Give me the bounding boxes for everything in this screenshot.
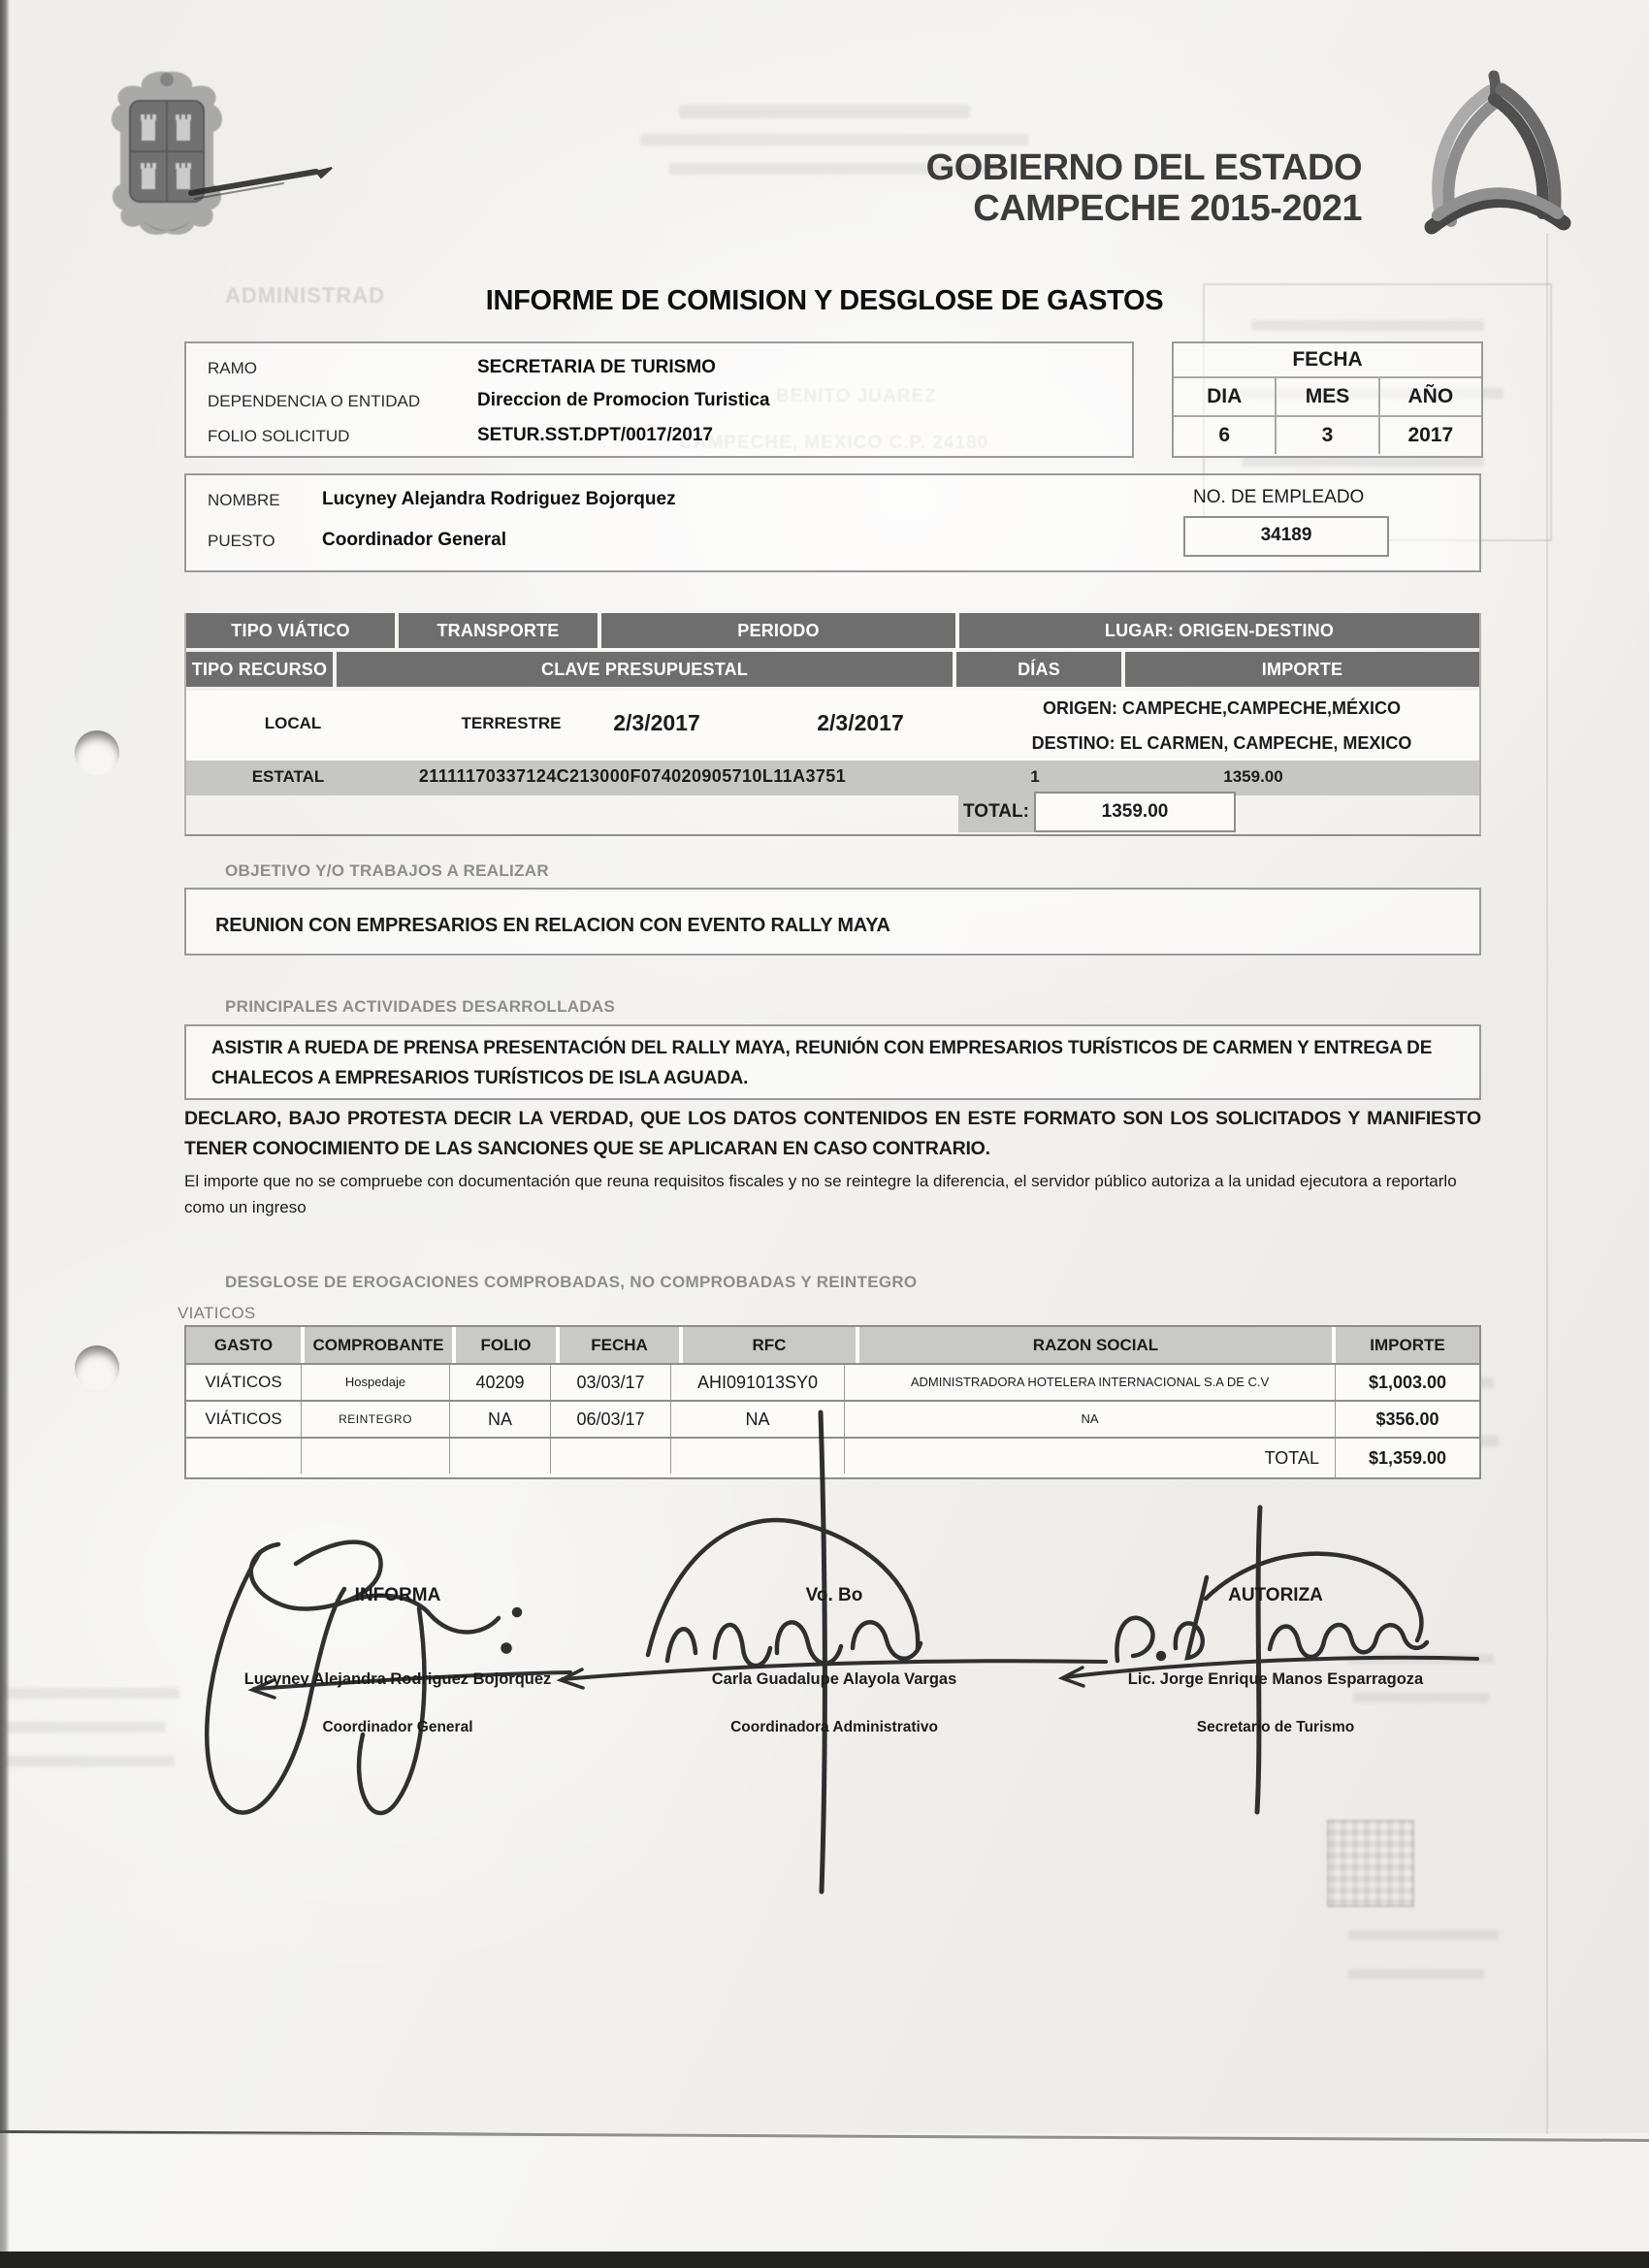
fecha-mes-value: 3 [1277, 417, 1379, 454]
brand-line1: GOBIERNO DEL ESTADO [925, 147, 1362, 188]
cell-rfc: NA [671, 1402, 845, 1437]
bleedthrough-artifact [1251, 320, 1484, 331]
hole-punch-bottom [75, 1345, 119, 1390]
col-clave: CLAVE PRESUPUESTAL [337, 652, 953, 687]
employee-box [184, 473, 1481, 572]
desglose-total-row [186, 1437, 1479, 1477]
fecha-ano-value: 2017 [1407, 424, 1454, 446]
fecha-title: FECHA [1174, 343, 1481, 378]
actividades-box [184, 1024, 1481, 1100]
destino-value: DESTINO: EL CARMEN, CAMPECHE, MEXICO [1031, 733, 1412, 753]
col-gasto: GASTO [186, 1327, 301, 1363]
origen-value: ORIGEN: CAMPECHE,CAMPECHE,MÉXICO [1042, 698, 1402, 718]
num-empleado-value: 34189 [1183, 516, 1389, 557]
firma-puesto-1: Coordinador General [322, 1719, 473, 1735]
col-comprobante: COMPROBANTE [305, 1327, 452, 1363]
desglose-row-2 [186, 1400, 1479, 1437]
cell-importe: $1,003.00 [1368, 1373, 1447, 1392]
campeche-coat-of-arms [105, 68, 229, 238]
firma-rol-informa: INFORMA [354, 1585, 441, 1605]
desglose-row-1 [186, 1363, 1479, 1400]
bleedthrough-artifact [640, 134, 1028, 146]
cell-fecha: 06/03/17 [551, 1402, 671, 1437]
viaticos-row-white [186, 691, 1479, 761]
viaticos-header-row1 [186, 613, 1479, 648]
col-fecha: FECHA [560, 1327, 679, 1363]
firma-nombre-2: Carla Guadalupe Alayola Vargas [711, 1670, 957, 1688]
col-rfc: RFC [683, 1327, 856, 1363]
col-transporte: TRANSPORTE [399, 613, 598, 648]
dependencia-value: Direccion de Promocion Turistica [477, 390, 770, 410]
cell-rfc: AHI091013SY0 [671, 1365, 845, 1400]
campeche-triangle-logo [1408, 70, 1583, 244]
num-empleado-label: NO. DE EMPLEADO [1193, 487, 1365, 507]
col-razon-social: RAZON SOCIAL [859, 1327, 1332, 1363]
total-value: 1359.00 [1034, 792, 1236, 832]
cell-folio: 40209 [450, 1365, 551, 1400]
objetivo-label: OBJETIVO Y/O TRABAJOS A REALIZAR [225, 861, 549, 880]
bleedthrough-qr [1327, 1820, 1414, 1907]
col-lugar: LUGAR: ORIGEN-DESTINO [959, 613, 1479, 648]
viaticos-table [184, 613, 1481, 836]
folio-value: SETUR.SST.DPT/0017/2017 [477, 425, 713, 445]
objetivo-text: REUNION CON EMPRESARIOS EN RELACION CON EVENTO RALLY MAYA [215, 915, 890, 936]
clave-value: 21111170337124C213000F074020905710L11A3751 [418, 766, 847, 786]
transporte-value: TERRESTRE [461, 714, 562, 732]
scan-edge-left [0, 0, 10, 2268]
ramo-label: RAMO [208, 359, 257, 377]
scan-edge-bottom [0, 2252, 1649, 2268]
cell-razon: ADMINISTRADORA HOTELERA INTERNACIONAL S.A DE C.V [845, 1365, 1336, 1400]
tipo-viatico-value: LOCAL [264, 714, 322, 732]
desglose-total-value: $1,359.00 [1368, 1448, 1447, 1468]
cell-importe: $356.00 [1375, 1409, 1439, 1429]
objetivo-box [184, 888, 1481, 956]
bleedthrough-artifact [0, 1756, 175, 1766]
importe-value: 1359.00 [1223, 767, 1283, 786]
info-box [184, 341, 1134, 458]
col-importe2: IMPORTE [1336, 1327, 1479, 1363]
desglose-total-label: TOTAL [845, 1439, 1336, 1477]
bleedthrough-artifact [1348, 1969, 1484, 1979]
desglose-header-row [186, 1327, 1479, 1363]
desglose-label: DESGLOSE DE EROGACIONES COMPROBADAS, NO COMPROBADAS Y REINTEGRO [225, 1273, 918, 1291]
bleedthrough-text: ADMINISTRAD [225, 283, 385, 308]
nombre-value: Lucyney Alejandra Rodriguez Bojorquez [322, 489, 676, 509]
cell-razon: NA [845, 1402, 1336, 1437]
puesto-value: Coordinador General [322, 530, 507, 550]
col-tipo-viatico: TIPO VIÁTICO [186, 613, 395, 648]
document-title: INFORME DE COMISION Y DESGLOSE DE GASTOS [485, 285, 1164, 316]
periodo-fin: 2/3/2017 [817, 710, 904, 735]
bleedthrough-artifact [0, 1722, 165, 1733]
viaticos-section-label: VIATICOS [178, 1304, 256, 1322]
col-tipo-recurso: TIPO RECURSO [186, 652, 333, 687]
desglose-table [184, 1325, 1481, 1479]
periodo-inicio: 2/3/2017 [613, 710, 700, 735]
bleedthrough-artifact [1348, 1930, 1499, 1940]
signature-vobo [561, 1412, 1106, 1892]
col-importe: IMPORTE [1125, 652, 1479, 687]
firma-nombre-1: Lucyney Alejandra Rodriguez Bojorquez [243, 1670, 552, 1688]
declaracion-text: DECLARO, BAJO PROTESTA DECIR LA VERDAD, QUE LOS DATOS CONTENIDOS EN ESTE FORMATO SON LOS SOLICITADOS Y MANIFIESTO TENER CONOCIMIENTO DE LAS SANCIONES QUE SE APLICARAN EN CASO CONTRARIO. [184, 1108, 1481, 1159]
fecha-ano-label: AÑO [1407, 385, 1454, 407]
cell-comprobante: Hospedaje [302, 1365, 450, 1400]
viaticos-total-row [958, 792, 1236, 832]
fecha-dia-value: 6 [1174, 417, 1277, 454]
bleedthrough-artifact [679, 105, 970, 118]
bleedthrough-artifact [1353, 1693, 1489, 1702]
fecha-box [1172, 341, 1483, 458]
puesto-label: PUESTO [208, 532, 275, 550]
firma-rol-vobo: Vo. Bo [805, 1585, 863, 1605]
firma-puesto-3: Secretario de Turismo [1196, 1719, 1355, 1735]
col-dias: DÍAS [956, 652, 1121, 687]
dependencia-label: DEPENDENCIA O ENTIDAD [208, 392, 421, 410]
firma-nombre-3: Lic. Jorge Enrique Manos Esparragoza [1127, 1670, 1424, 1688]
fecha-mes-label: MES [1277, 378, 1379, 415]
fecha-dia-label: DIA [1174, 378, 1277, 415]
government-brand [819, 147, 1362, 229]
col-periodo: PERIODO [601, 613, 955, 648]
total-label: TOTAL: [958, 792, 1034, 832]
firma-rol-autoriza: AUTORIZA [1228, 1585, 1323, 1605]
ramo-value: SECRETARIA DE TURISMO [477, 357, 716, 377]
actividades-text: ASISTIR A RUEDA DE PRENSA PRESENTACIÓN DEL RALLY MAYA, REUNIÓN CON EMPRESARIOS TURÍSTICOS DE CARMEN Y ENTREGA DE CHALECOS A EMPRESARIOS TURÍSTICOS DE ISLA AGUADA. [211, 1038, 1433, 1088]
col-folio: FOLIO [456, 1327, 556, 1363]
brand-line2: CAMPECHE 2015-2021 [973, 188, 1362, 229]
actividades-label: PRINCIPALES ACTIVIDADES DESARROLLADAS [225, 997, 616, 1016]
cell-fecha: 03/03/17 [551, 1365, 671, 1400]
firma-puesto-2: Coordinadora Administrativo [730, 1719, 938, 1735]
tipo-recurso-value: ESTATAL [251, 767, 325, 786]
cell-gasto: VIÁTICOS [186, 1402, 302, 1437]
folio-label: FOLIO SOLICITUD [208, 427, 350, 445]
scan-underlying-sheet [0, 2133, 1649, 2252]
viaticos-row-gray [186, 761, 1479, 795]
viaticos-header-row2 [186, 652, 1479, 687]
cell-comprobante: REINTEGRO [302, 1402, 450, 1437]
nota-importe-text: El importe que no se compruebe con documentación que reuna requisitos fiscales y no se reintegre la diferencia, el servidor público autoriza a la unidad ejecutora a reportarlo como un ingreso [184, 1172, 1457, 1216]
bleedthrough-artifact [0, 1688, 179, 1699]
nombre-label: NOMBRE [208, 491, 280, 509]
cell-folio: NA [450, 1402, 551, 1437]
cell-gasto: VIÁTICOS [186, 1365, 302, 1400]
bleedthrough-artifact [1348, 1654, 1494, 1664]
dias-value: 1 [1030, 767, 1040, 786]
hole-punch-top [75, 730, 119, 775]
